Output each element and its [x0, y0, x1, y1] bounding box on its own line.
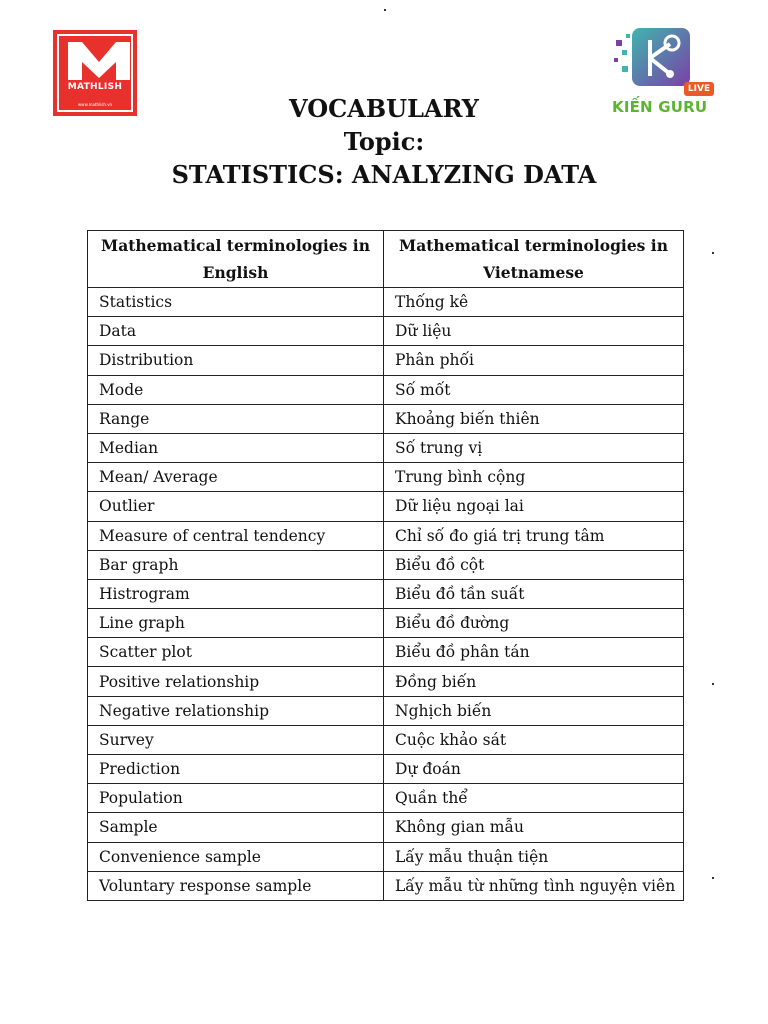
english-term-cell: Mode — [88, 375, 384, 404]
vietnamese-term-cell: Số mốt — [384, 375, 684, 404]
topic-label: Topic: — [343, 127, 425, 156]
table-row — [88, 725, 684, 754]
vietnamese-term-cell: Quần thể — [384, 784, 684, 813]
column-header-vietnamese: Mathematical terminologies in Vietnamese — [384, 231, 684, 288]
vietnamese-term-cell: Lấy mẫu từ những tình nguyện viên — [384, 871, 684, 900]
english-term-cell: Measure of central tendency — [88, 521, 384, 550]
vietnamese-term-cell: Cuộc khảo sát — [384, 725, 684, 754]
vietnamese-term-cell: Dữ liệu ngoại lai — [384, 492, 684, 521]
table-row — [88, 813, 684, 842]
vietnamese-term-cell: Đồng biến — [384, 667, 684, 696]
table-row — [88, 492, 684, 521]
mathlish-brand-text: MATHLISH — [67, 82, 123, 92]
english-term-cell: Histrogram — [88, 579, 384, 608]
title-block — [0, 92, 768, 191]
table-row — [88, 346, 684, 375]
english-term-cell: Line graph — [88, 609, 384, 638]
english-term-cell: Voluntary response sample — [88, 871, 384, 900]
english-term-cell: Sample — [88, 813, 384, 842]
english-term-cell: Positive relationship — [88, 667, 384, 696]
mathlish-m-icon — [66, 40, 132, 82]
table-row — [88, 288, 684, 317]
vietnamese-term-cell: Biểu đồ tần suất — [384, 579, 684, 608]
mathlish-url-text: www.mathlish.vn — [77, 102, 113, 107]
vietnamese-term-cell: Số trung vị — [384, 433, 684, 462]
vietnamese-term-cell: Trung bình cộng — [384, 463, 684, 492]
vietnamese-term-cell: Thống kê — [384, 288, 684, 317]
kien-guru-brand-text: KIẾN GURU — [612, 98, 708, 116]
table-row — [88, 784, 684, 813]
table-row — [88, 433, 684, 462]
vietnamese-term-cell: Nghịch biến — [384, 696, 684, 725]
table-row — [88, 638, 684, 667]
table-row — [88, 579, 684, 608]
vietnamese-term-cell: Không gian mẫu — [384, 813, 684, 842]
vietnamese-term-cell: Dữ liệu — [384, 317, 684, 346]
table-row — [88, 696, 684, 725]
vocabulary-table — [87, 230, 684, 901]
topic-name: STATISTICS: ANALYZING DATA — [171, 160, 597, 189]
table-row — [88, 521, 684, 550]
vietnamese-term-cell: Dự đoán — [384, 755, 684, 784]
english-term-cell: Distribution — [88, 346, 384, 375]
english-term-cell: Negative relationship — [88, 696, 384, 725]
english-term-cell: Statistics — [88, 288, 384, 317]
english-term-cell: Scatter plot — [88, 638, 384, 667]
english-term-cell: Population — [88, 784, 384, 813]
english-term-cell: Mean/ Average — [88, 463, 384, 492]
english-term-cell: Convenience sample — [88, 842, 384, 871]
english-term-cell: Data — [88, 317, 384, 346]
table-header-row — [88, 231, 684, 288]
live-badge: LIVE — [684, 82, 714, 96]
table-row — [88, 755, 684, 784]
english-term-cell: Median — [88, 433, 384, 462]
vietnamese-term-cell: Biểu đồ phân tán — [384, 638, 684, 667]
table-row — [88, 317, 684, 346]
vietnamese-term-cell: Chỉ số đo giá trị trung tâm — [384, 521, 684, 550]
vietnamese-term-cell: Phân phối — [384, 346, 684, 375]
stray-dot — [712, 683, 714, 685]
column-header-english: Mathematical terminologies in English — [88, 231, 384, 288]
stray-dot — [712, 877, 714, 879]
english-term-cell: Survey — [88, 725, 384, 754]
table-row — [88, 550, 684, 579]
vietnamese-term-cell: Biểu đồ cột — [384, 550, 684, 579]
vietnamese-term-cell: Lấy mẫu thuận tiện — [384, 842, 684, 871]
table-row — [88, 609, 684, 638]
vietnamese-term-cell: Khoảng biến thiên — [384, 404, 684, 433]
table-row — [88, 842, 684, 871]
table-row — [88, 667, 684, 696]
table-row — [88, 871, 684, 900]
english-term-cell: Range — [88, 404, 384, 433]
table-body — [88, 288, 684, 901]
page-title: VOCABULARY — [289, 94, 479, 123]
table-row — [88, 375, 684, 404]
english-term-cell: Prediction — [88, 755, 384, 784]
table-row — [88, 404, 684, 433]
english-term-cell: Outlier — [88, 492, 384, 521]
table-row — [88, 463, 684, 492]
stray-dot — [384, 9, 386, 11]
vietnamese-term-cell: Biểu đồ đường — [384, 609, 684, 638]
stray-dot — [712, 252, 714, 254]
english-term-cell: Bar graph — [88, 550, 384, 579]
